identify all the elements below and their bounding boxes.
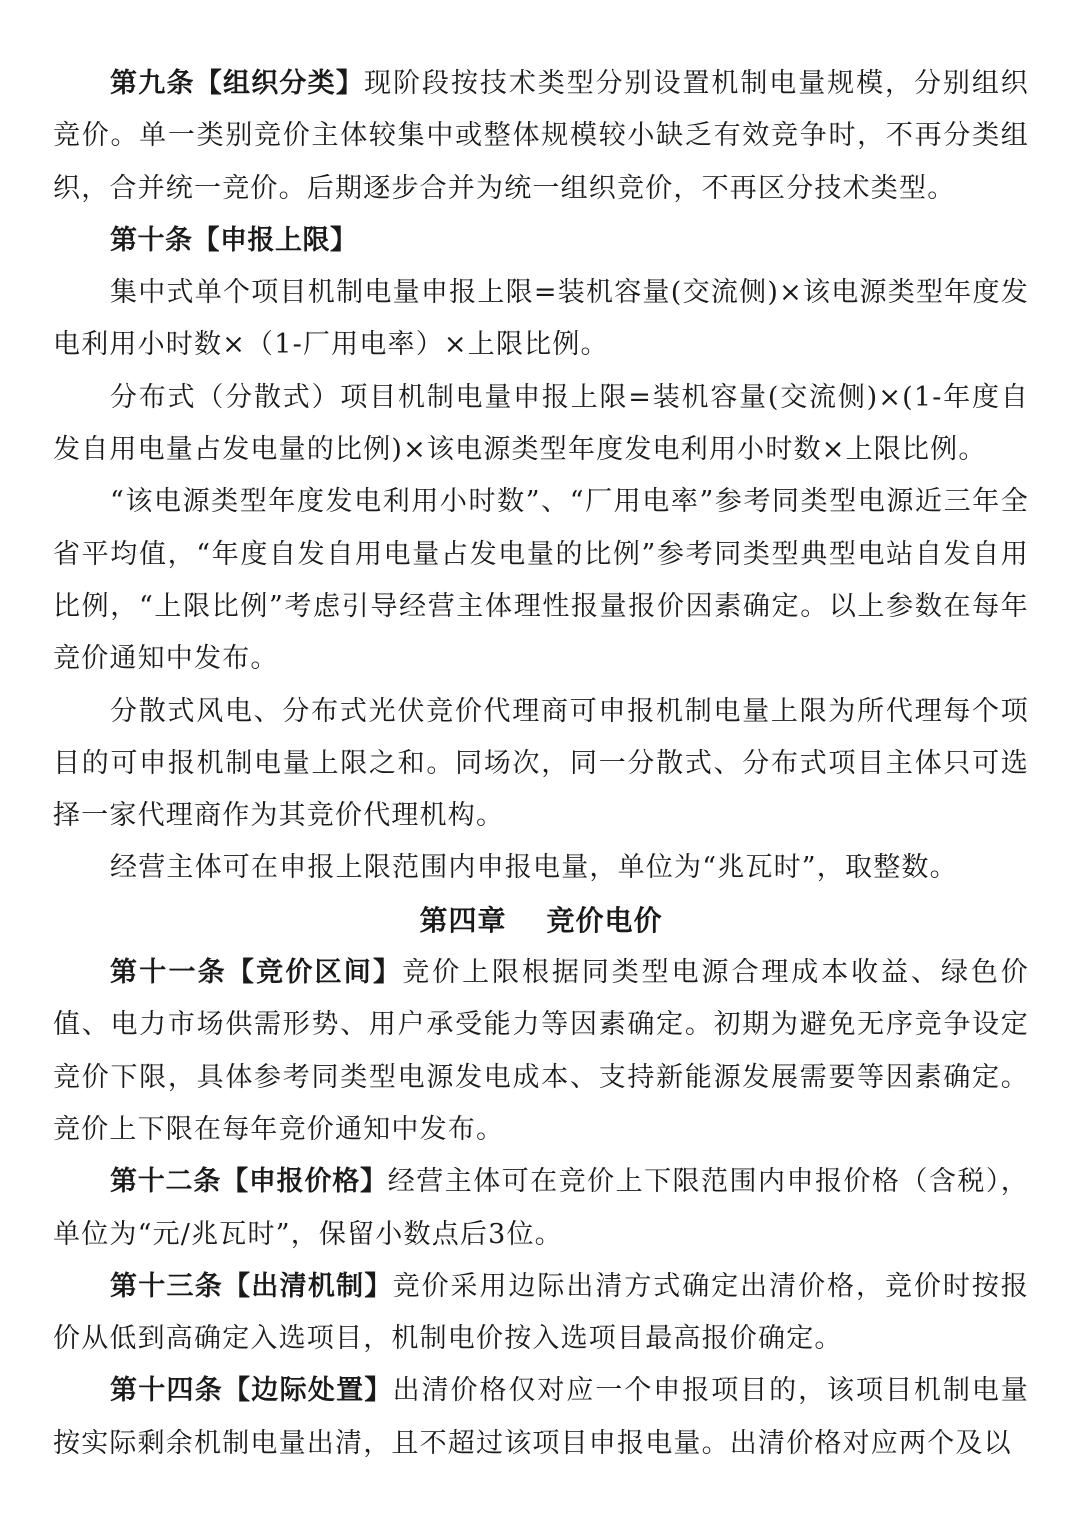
- paragraph-centralized-limit: [53, 267, 1029, 372]
- paragraph-units: [53, 842, 1029, 894]
- article-heading: 第九条【组织分类】: [110, 68, 365, 99]
- document-page: [53, 58, 1029, 1470]
- article-text: 竞价上限根据同类型电源合理成本收益、绿色价值、电力市场供需形势、用户承受能力等因素确定。初期为避免无序竞争设定竞价下限，具体参考同类型电源发电成本、支持新能源发展需要等因素确定。竞价上下限在每年竞价通知中发布。: [53, 957, 1029, 1145]
- paragraph-distributed-limit: [53, 372, 1029, 477]
- article-13: [53, 1261, 1029, 1366]
- paragraph-parameters: [53, 476, 1029, 685]
- article-10: [53, 215, 1029, 267]
- article-text: 竞价采用边际出清方式确定出清价格，竞价时按报价从低到高确定入选项目，机制电价按入选项目最高报价确定。: [53, 1270, 1030, 1355]
- chapter-heading: [53, 895, 1029, 947]
- article-heading: 第十一条【竞价区间】: [110, 957, 403, 989]
- paragraph-text: 分散式风电、分布式光伏竞价代理商可申报机制电量上限为所代理每个项目的可申报机制电量上限之和。同场次，同一分散式、分布式项目主体只可选择一家代理商作为其竞价代理机构。: [53, 695, 1029, 832]
- paragraph-text: “该电源类型年度发电利用小时数”、“厂用电率”参考同类型电源近三年全省平均值，“年度自发自用电量占发电量的比例”参考同类型典型电站自发自用比例，“上限比例”考虑引导经营主体理性报量报价因素确定。以上参数在每年竞价通知中发布。: [53, 486, 1029, 675]
- article-12: [53, 1156, 1029, 1261]
- chapter-number: 第四章: [419, 903, 507, 937]
- article-text: 经营主体可在竞价上下限范围内申报价格（含税），单位为“元/兆瓦时”，保留小数点后3位。: [53, 1166, 1029, 1250]
- article-11: [53, 947, 1029, 1156]
- article-9: [53, 58, 1029, 215]
- article-heading: 第十二条【申报价格】: [110, 1166, 388, 1198]
- article-heading: 第十三条【出清机制】: [110, 1270, 393, 1302]
- paragraph-text: 经营主体可在申报上限范围内申报电量，单位为“兆瓦时”，取整数。: [110, 852, 958, 884]
- article-heading: 第十条【申报上限】: [110, 224, 358, 256]
- article-text: 出清价格仅对应一个申报项目的，该项目机制电量按实际剩余机制电量出清，且不超过该项目申报电量。出清价格对应两个及以: [53, 1375, 1030, 1459]
- chapter-title: 竞价电价: [546, 903, 663, 937]
- article-14: [53, 1365, 1029, 1470]
- article-heading: 第十四条【边际处置】: [110, 1375, 393, 1407]
- article-text: 现阶段按技术类型分别设置机制电量规模，分别组织竞价。单一类别竞价主体较集中或整体规模较小缺乏有效竞争时，不再分类组织，合并统一竞价。后期逐步合并为统一组织竞价，不再区分技术类型。: [53, 68, 1030, 204]
- paragraph-agents: [53, 686, 1029, 843]
- paragraph-text: 分布式（分散式）项目机制电量申报上限=装机容量(交流侧)×(1-年度自发自用电量占发电量的比例)×该电源类型年度发电利用小时数×上限比例。: [53, 381, 1029, 466]
- paragraph-text: 集中式单个项目机制电量申报上限=装机容量(交流侧)×该电源类型年度发电利用小时数×（1-厂用电率）×上限比例。: [53, 277, 1029, 361]
